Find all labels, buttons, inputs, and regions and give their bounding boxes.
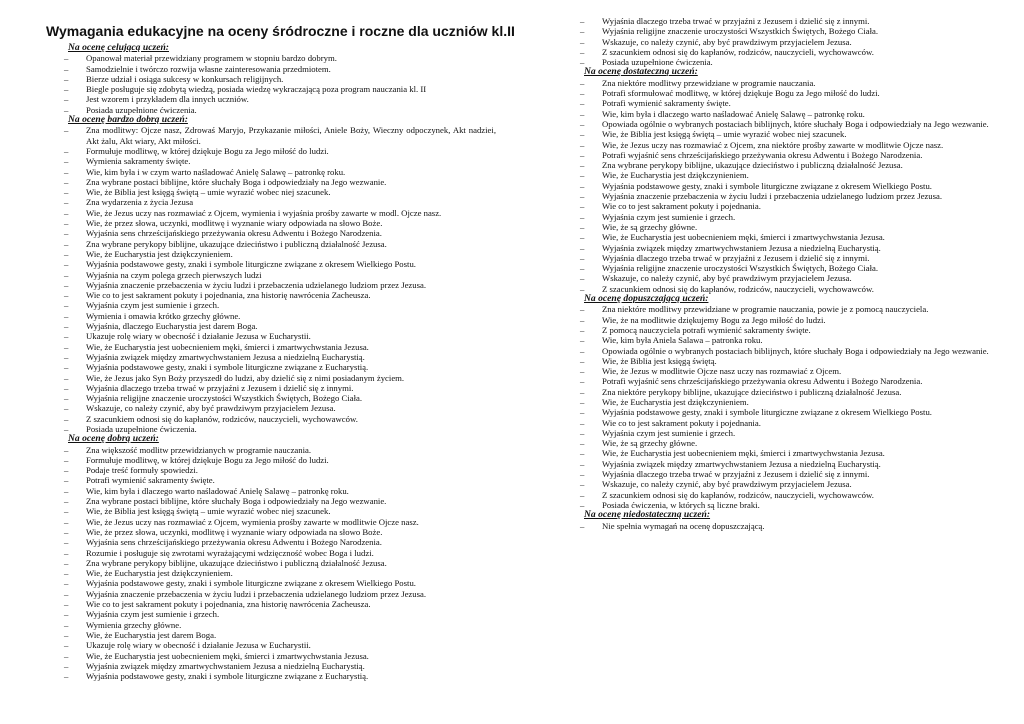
requirement-item: – Zna niektóre modlitwy przewidziane w programie nauczania. <box>580 78 1012 88</box>
requirement-item: – Wie, że Jezus uczy nas rozmawiać z Ojcem, wymienia prośby zawarte w modlitwie Ojcze nasz. <box>64 517 496 527</box>
requirement-item: – Wie, że Eucharystia jest dziękczynieniem. <box>64 249 496 259</box>
requirement-item: – Wie, że Jezus uczy nas rozmawiać z Ojcem, zna niektóre prośby zawarte w modlitwie Ojcze nasz. <box>580 140 1012 150</box>
requirement-item: – Wyjaśnia związek między zmartwychwstaniem Jezusa a niedzielną Eucharystią. <box>64 352 496 362</box>
requirement-item: – Z szacunkiem odnosi się do kapłanów, rodziców, nauczycieli, wychowawców. <box>580 284 1012 294</box>
section-heading: Na ocenę bardzo dobrą uczeń: <box>68 114 188 126</box>
requirement-item: – Ukazuje rolę wiary w obecność i działanie Jezusa w Eucharystii. <box>64 640 496 650</box>
requirement-item: – Wyjaśnia podstawowe gesty, znaki i symbole liturgiczne związane z okresem Wielkiego Postu. <box>64 259 496 269</box>
requirement-item: – Wyjaśnia religijne znaczenie uroczystości Wszystkich Świętych, Bożego Ciała. <box>64 393 496 403</box>
requirements-list <box>580 521 1012 531</box>
requirement-item: – Wie, że są grzechy główne. <box>580 222 1012 232</box>
requirement-item: – Wyjaśnia podstawowe gesty, znaki i symbole liturgiczne związane z okresem Wielkiego Postu. <box>64 578 496 588</box>
requirement-item: – Wyjaśnia, dlaczego Eucharystia jest darem Boga. <box>64 321 496 331</box>
requirement-item: – Wie co to jest sakrament pokuty i pojednania, zna historię nawrócenia Zacheusza. <box>64 599 496 609</box>
requirement-item: – Wie, że Eucharystia jest uobecnieniem męki, śmierci i zmartwychwstania Jezusa. <box>580 448 1012 458</box>
section-heading: Na ocenę dobrą uczeń: <box>68 433 159 445</box>
requirement-item: – Zna wybrane postaci biblijne, które słuchały Boga i odpowiedziały na Jego wezwanie. <box>64 496 496 506</box>
requirement-item: – Posiada uzupełnione ćwiczenia. <box>64 424 496 434</box>
requirements-list <box>580 78 1012 294</box>
requirement-item: – Nie spełnia wymagań na ocenę dopuszczającą. <box>580 521 1012 531</box>
requirement-item: – Z szacunkiem odnosi się do kapłanów, rodziców, nauczycieli, wychowawców. <box>64 414 496 424</box>
requirement-item: – Wymienia sakramenty święte. <box>64 156 496 166</box>
requirement-item: – Potrafi wyjaśnić sens chrześcijańskiego przeżywania okresu Adwentu i Bożego Narodzenia. <box>580 376 1012 386</box>
requirements-list <box>64 125 496 434</box>
requirement-item: – Potrafi wymienić sakramenty święte. <box>580 98 1012 108</box>
requirement-item: – Wyjaśnia sens chrześcijańskiego przeżywania okresu Adwentu i Bożego Narodzenia. <box>64 537 496 547</box>
requirement-item: – Z pomocą nauczyciela potrafi wymienić sakramenty święte. <box>580 325 1012 335</box>
requirement-item: – Wie, że Eucharystia jest uobecnieniem męki, śmierci i zmartwychwstania Jezusa. <box>580 232 1012 242</box>
requirement-item: – Wyjaśnia znaczenie przebaczenia w życiu ludzi i przebaczenia udzielanego ludziom przez Jezusa. <box>64 280 496 290</box>
requirement-item: – Zna wybrane perykopy biblijne, ukazujące dzieciństwo i publiczną działalność Jezusa. <box>64 558 496 568</box>
requirement-item: – Zna niektóre perykopy biblijne, ukazujące dzieciństwo i publiczną działalność Jezusa. <box>580 387 1012 397</box>
requirement-item: – Wskazuje, co należy czynić, aby być prawdziwym przyjacielem Jezusa. <box>580 273 1012 283</box>
requirement-item: – Wie, kim była Aniela Salawa – patronka roku. <box>580 335 1012 345</box>
requirement-item: – Wie, że Jezus uczy nas rozmawiać z Ojcem, wymienia i wyjaśnia prośby zawarte w modl. Ojcze nasz. <box>64 208 496 218</box>
requirement-item: – Posiada uzupełnione ćwiczenia. <box>580 57 1012 67</box>
requirement-item: – Z szacunkiem odnosi się do kapłanów, rodziców, nauczycieli, wychowawców. <box>580 47 1012 57</box>
right-column <box>580 16 1012 531</box>
requirement-item: – Wie, że Jezus w modlitwie Ojcze nasz uczy nas rozmawiać z Ojcem. <box>580 366 1012 376</box>
page-title: Wymagania edukacyjne na oceny śródroczne i roczne dla uczniów kl.II <box>46 23 515 39</box>
requirement-item: – Wyjaśnia znaczenie przebaczenia w życiu ludzi i przebaczenia udzielanego ludziom przez Jezusa. <box>580 191 1012 201</box>
grade-section <box>580 16 1012 67</box>
requirement-item: – Wie, kim była i dlaczego warto naśladować Anielę Salawę – patronkę roku. <box>580 109 1012 119</box>
requirement-item: – Wyjaśnia znaczenie przebaczenia w życiu ludzi i przebaczenia udzielanego ludziom przez Jezusa. <box>64 589 496 599</box>
requirement-item: – Opowiada ogólnie o wybranych postaciach biblijnych, które słuchały Boga i odpowiedziały na Jego wezwanie. <box>580 119 1012 129</box>
requirement-item: – Zna większość modlitw przewidzianych w programie nauczania. <box>64 445 496 455</box>
section-heading: Na ocenę dostateczną uczeń: <box>584 66 698 78</box>
requirement-item: – Bierze udział i osiąga sukcesy w konkursach religijnych. <box>64 74 496 84</box>
grade-section <box>64 434 496 681</box>
requirement-item: – Wie, że przez słowa, uczynki, modlitwę i wyznanie wiary odpowiada na słowo Boże. <box>64 527 496 537</box>
requirement-item: – Wie, że Eucharystia jest dziękczynieniem. <box>580 170 1012 180</box>
requirement-item: – Wie, kim była i dlaczego warto naśladować Anielę Salawę – patronkę roku. <box>64 486 496 496</box>
requirement-item: – Wyjaśnia dlaczego trzeba trwać w przyjaźni z Jezusem i dzielić się z innymi. <box>580 469 1012 479</box>
requirement-item: – Potrafi wyjaśnić sens chrześcijańskiego przeżywania okresu Adwentu i Bożego Narodzenia. <box>580 150 1012 160</box>
requirement-item: – Wyjaśnia sens chrześcijańskiego przeżywania okresu Adwentu i Bożego Narodzenia. <box>64 228 496 238</box>
requirement-item: – Wyjaśnia dlaczego trzeba trwać w przyjaźni z Jezusem i dzielić się z innymi. <box>580 16 1012 26</box>
requirement-item: – Rozumie i posługuje się zwrotami wyrażającymi wdzięczność wobec Boga i ludzi. <box>64 548 496 558</box>
requirement-item: – Wyjaśnia czym jest sumienie i grzech. <box>64 300 496 310</box>
requirement-item: – Potrafi sformułować modlitwę, w której dziękuje Bogu za Jego miłość do ludzi. <box>580 88 1012 98</box>
requirement-item: – Zna wydarzenia z życia Jezusa <box>64 197 496 207</box>
requirement-item: – Wymienia i omawia krótko grzechy główne. <box>64 311 496 321</box>
requirement-item: – Z szacunkiem odnosi się do kapłanów, rodziców, nauczycieli, wychowawców. <box>580 490 1012 500</box>
requirement-item: – Wyjaśnia dlaczego trzeba trwać w przyjaźni z Jezusem i dzielić się z innymi. <box>64 383 496 393</box>
grade-section <box>580 294 1012 510</box>
requirements-list <box>64 53 496 115</box>
requirement-item: – Wyjaśnia podstawowe gesty, znaki i symbole liturgiczne związane z okresem Wielkiego Postu. <box>580 181 1012 191</box>
requirement-item: – Potrafi wymienić sakramenty święte. <box>64 475 496 485</box>
requirement-item: – Wyjaśnia podstawowe gesty, znaki i symbole liturgiczne związane z Eucharystią. <box>64 671 496 681</box>
requirement-item: – Zna wybrane postaci biblijne, które słuchały Boga i odpowiedziały na Jego wezwanie. <box>64 177 496 187</box>
requirement-item: – Podaje treść formuły spowiedzi. <box>64 465 496 475</box>
section-heading: Na ocenę dopuszczającą uczeń: <box>584 293 709 305</box>
requirement-item: – Zna modlitwy: Ojcze nasz, Zdrowaś Maryjo, Przykazanie miłości, Aniele Boży, Wieczny odpoczynek, Akt nadziei, Akt żalu, Akt wiary, Akt miłości. <box>64 125 496 146</box>
requirement-item: – Wyjaśnia na czym polega grzech pierwszych ludzi <box>64 270 496 280</box>
requirement-item: – Ukazuje rolę wiary w obecność i działanie Jezusa w Eucharystii. <box>64 331 496 341</box>
requirement-item: – Wie co to jest sakrament pokuty i pojednania. <box>580 201 1012 211</box>
requirement-item: – Opowiada ogólnie o wybranych postaciach biblijnych, które słuchały Boga i odpowiedziały na Jego wezwanie. <box>580 346 1012 356</box>
requirement-item: – Wyjaśnia religijne znaczenie uroczystości Wszystkich Świętych, Bożego Ciała. <box>580 26 1012 36</box>
requirement-item: – Wskazuje, co należy czynić, aby być prawdziwym przyjacielem Jezusa. <box>64 403 496 413</box>
requirement-item: – Wyjaśnia dlaczego trzeba trwać w przyjaźni z Jezusem i dzielić się z innymi. <box>580 253 1012 263</box>
requirement-item: – Wie, że Eucharystia jest dziękczynieniem. <box>64 568 496 578</box>
requirement-item: – Wyjaśnia związek między zmartwychwstaniem Jezusa a niedzielną Eucharystią. <box>580 459 1012 469</box>
requirement-item: – Wie, że Jezus jako Syn Boży przyszedł do ludzi, aby dzielić się z nimi posiadanym życiem. <box>64 373 496 383</box>
grade-section <box>580 510 1012 531</box>
requirement-item: – Opanował materiał przewidziany programem w stopniu bardzo dobrym. <box>64 53 496 63</box>
requirement-item: – Wyjaśnia czym jest sumienie i grzech. <box>580 212 1012 222</box>
requirement-item: – Wie, kim była i w czym warto naśladować Anielę Salawę – patronkę roku. <box>64 167 496 177</box>
requirement-item: – Wie, że na modlitwie dziękujemy Bogu za Jego miłość do ludzi. <box>580 315 1012 325</box>
requirement-item: – Wyjaśnia czym jest sumienie i grzech. <box>64 609 496 619</box>
requirement-item: – Wie, że przez słowa, uczynki, modlitwę i wyznanie wiary odpowiada na słowo Boże. <box>64 218 496 228</box>
requirement-item: – Wie, że Biblia jest księgą świętą – umie wyrazić wobec niej szacunek. <box>64 187 496 197</box>
requirement-item: – Wymienia grzechy główne. <box>64 620 496 630</box>
requirement-item: – Wie, że Biblia jest księgą świętą – umie wyrazić wobec niej szacunek. <box>64 506 496 516</box>
requirement-item: – Wyjaśnia podstawowe gesty, znaki i symbole liturgiczne związane z Eucharystią. <box>64 362 496 372</box>
requirements-list <box>580 304 1012 510</box>
requirement-item: – Wyjaśnia czym jest sumienie i grzech. <box>580 428 1012 438</box>
requirement-item: – Wie co to jest sakrament pokuty i pojednania. <box>580 418 1012 428</box>
requirement-item: – Wyjaśnia związek między zmartwychwstaniem Jezusa a niedzielną Eucharystią. <box>64 661 496 671</box>
requirement-item: – Formułuje modlitwę, w której dziękuje Bogu za Jego miłość do ludzi. <box>64 146 496 156</box>
requirement-item: – Wyjaśnia podstawowe gesty, znaki i symbole liturgiczne związane z okresem Wielkiego Postu. <box>580 407 1012 417</box>
section-heading: Na ocenę celującą uczeń: <box>68 42 169 53</box>
requirement-item: – Wyjaśnia religijne znaczenie uroczystości Wszystkich Świętych, Bożego Ciała. <box>580 263 1012 273</box>
requirement-item: – Wie, że Eucharystia jest darem Boga. <box>64 630 496 640</box>
requirement-item: – Wie, że Eucharystia jest uobecnieniem męki, śmierci i zmartwychwstania Jezusa. <box>64 342 496 352</box>
requirement-item: – Samodzielnie i twórczo rozwija własne zainteresowania przedmiotem. <box>64 64 496 74</box>
requirement-item: – Formułuje modlitwę, w której dziękuje Bogu za Jego miłość do ludzi. <box>64 455 496 465</box>
requirement-item: – Zna wybrane perykopy biblijne, ukazujące dzieciństwo i publiczną działalność Jezusa. <box>64 239 496 249</box>
grade-section <box>64 43 496 115</box>
requirement-item: – Wie, że Biblia jest księgą świętą – umie wyrazić wobec niej szacunek. <box>580 129 1012 139</box>
grade-section <box>64 115 496 434</box>
requirements-list <box>64 445 496 682</box>
requirement-item: – Wyjaśnia związek między zmartwychwstaniem Jezusa a niedzielną Eucharystią. <box>580 243 1012 253</box>
requirement-item: – Jest wzorem i przykładem dla innych uczniów. <box>64 94 496 104</box>
requirements-list <box>580 16 1012 67</box>
requirement-item: – Zna niektóre modlitwy przewidziane w programie nauczania, powie je z pomocą nauczyciela. <box>580 304 1012 314</box>
left-column <box>64 43 496 681</box>
requirement-item: – Posiada uzupełnione ćwiczenia. <box>64 105 496 115</box>
requirement-item: – Wskazuje, co należy czynić, aby być prawdziwym przyjacielem Jezusa. <box>580 479 1012 489</box>
requirement-item: – Wskazuje, co należy czynić, aby być prawdziwym przyjacielem Jezusa. <box>580 37 1012 47</box>
requirement-item: – Biegle posługuje się zdobytą wiedzą, posiada wiedzę wykraczającą poza program nauczania kl. II <box>64 84 496 94</box>
requirement-item: – Wie, że są grzechy główne. <box>580 438 1012 448</box>
requirement-item: – Wie, że Eucharystia jest uobecnieniem męki, śmierci i zmartwychwstania Jezusa. <box>64 651 496 661</box>
requirement-item: – Wie, że Eucharystia jest dziękczynieniem. <box>580 397 1012 407</box>
requirement-item: – Wie co to jest sakrament pokuty i pojednania, zna historię nawrócenia Zacheusza. <box>64 290 496 300</box>
requirement-item: – Zna wybrane perykopy biblijne, ukazujące dzieciństwo i publiczną działalność Jezusa. <box>580 160 1012 170</box>
grade-section <box>580 67 1012 294</box>
requirement-item: – Wie, że Biblia jest księgą świętą. <box>580 356 1012 366</box>
requirement-item: – Posiada ćwiczenia, w których są liczne braki. <box>580 500 1012 510</box>
section-heading: Na ocenę niedostateczną uczeń: <box>584 509 711 521</box>
